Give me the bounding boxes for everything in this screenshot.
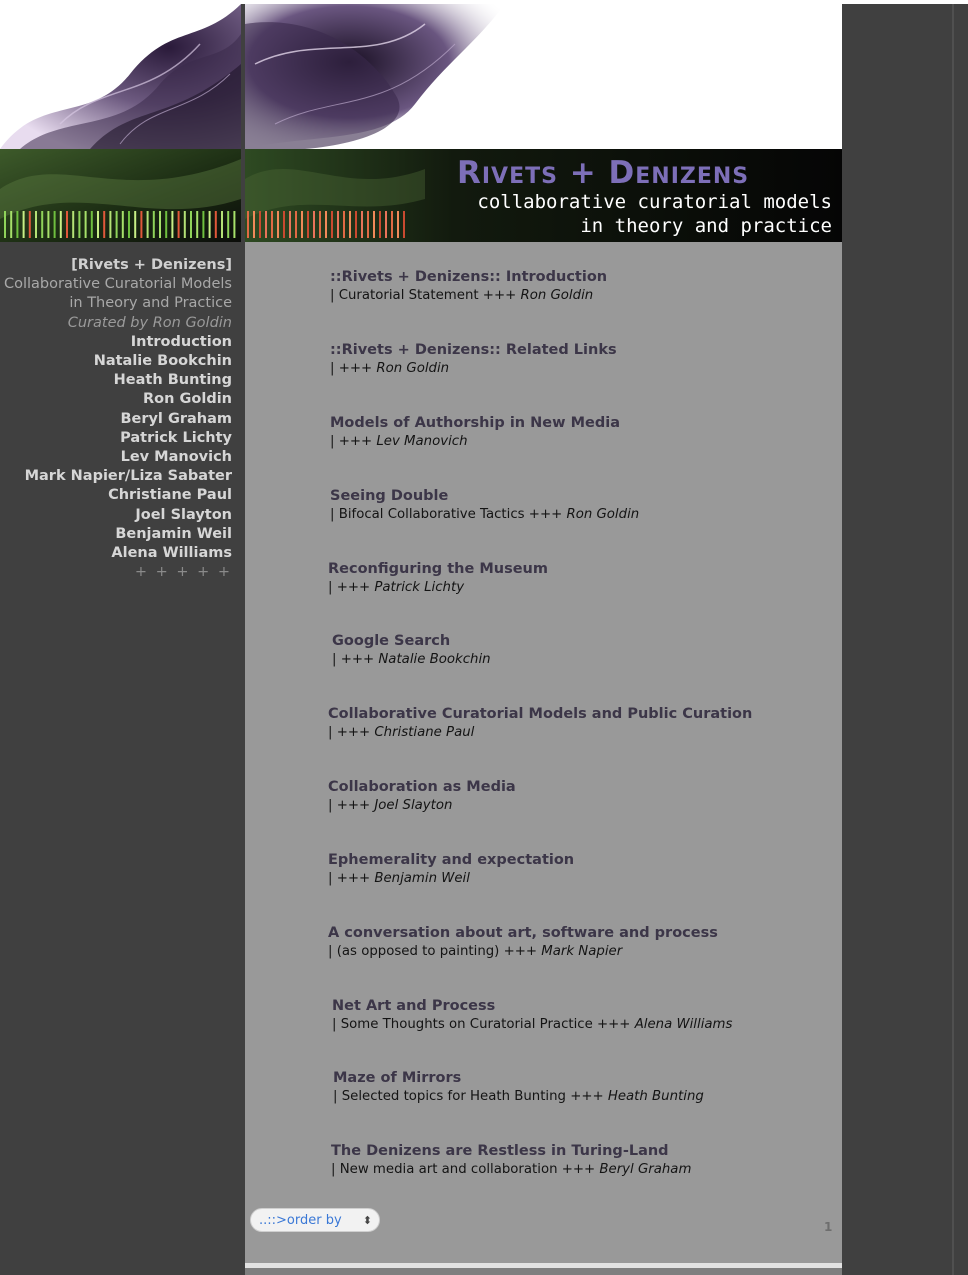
barcode-stripe [196,211,198,238]
list-item [330,414,620,451]
article-list [245,242,842,1263]
barcode-stripe [60,211,62,238]
barcode-stripe [78,211,80,238]
barcode-stripe [85,211,87,238]
article-subtitle: | (as opposed to painting) +++ Mark Napier [328,944,623,959]
sidebar-item-mark-napier-liza-sabater[interactable]: Mark Napier/Liza Sabater [24,468,232,485]
article-author: Benjamin Weil [374,871,470,886]
barcode-stripe [289,211,291,238]
list-item [328,705,752,742]
sidebar-plus-decoration: + + + + + [134,564,232,581]
barcode-stripe [403,211,405,238]
sidebar-curator: Curated by Ron Goldin [67,314,232,331]
header-banner [245,4,842,242]
barcode-stripe [54,211,56,238]
barcode-stripe [397,211,399,238]
barcode-stripe [97,211,99,238]
sidebar-item-christiane-paul[interactable]: Christiane Paul [108,487,232,504]
barcode-stripe [319,211,321,238]
barcode-stripe [116,211,118,238]
smoke-art-right [245,4,842,149]
barcode-stripe [10,211,12,238]
barcode-stripe [171,211,173,238]
barcode-stripe [109,211,111,238]
barcode-stripe [184,211,186,238]
article-subtitle: | +++ Lev Manovich [330,434,468,449]
article-subtitle: | Some Thoughts on Curatorial Practice +++ Alena Williams [332,1017,733,1032]
order-by-label: ..::>order by [259,1213,342,1228]
article-title[interactable]: Net Art and Process [332,998,496,1014]
barcode-stripe [271,211,273,238]
barcode-stripe [140,211,142,238]
article-author: Heath Bunting [607,1089,704,1104]
barcode-stripe [373,211,375,238]
article-author: Ron Goldin [566,507,640,522]
barcode-stripe [209,211,211,238]
barcode-stripe [391,211,393,238]
barcode-stripe [343,211,345,238]
barcode-stripe [247,211,249,238]
header-art-left [0,4,241,242]
sidebar-item-joel-slayton[interactable]: Joel Slayton [135,506,232,523]
barcode-stripe [253,211,255,238]
barcode-stripe [361,211,363,238]
order-by-select[interactable] [250,1208,380,1232]
article-subtitle: | +++ Christiane Paul [328,725,475,740]
barcode-stripe [47,211,49,238]
article-author: Ron Goldin [376,361,450,376]
barcode-stripe [227,211,229,238]
article-title[interactable]: Maze of Mirrors [333,1070,462,1086]
article-title[interactable]: ::Rivets + Denizens:: Related Links [330,342,617,358]
logo-area [245,149,842,242]
barcode-stripe [202,211,204,238]
barcode-stripe [283,211,285,238]
barcode-stripe [178,211,180,238]
article-title[interactable]: ::Rivets + Denizens:: Introduction [330,269,608,285]
barcode-stripe [331,211,333,238]
list-item [328,851,574,888]
sidebar-item-beryl-graham[interactable]: Beryl Graham [120,410,232,427]
barcode-stripe [165,211,167,238]
right-divider-line [952,4,954,1275]
barcode-stripe [265,211,267,238]
barcode-stripe [325,211,327,238]
sidebar-item-ron-goldin[interactable]: Ron Goldin [142,391,232,408]
list-item [328,924,718,961]
barcode-stripe [337,211,339,238]
barcode-stripe [367,211,369,238]
barcode-stripe [72,211,74,238]
barcode-stripe [355,211,357,238]
list-item [331,1142,691,1179]
article-subtitle: | +++ Natalie Bookchin [332,652,491,667]
barcode-stripe [349,211,351,238]
article-subtitle: | Curatorial Statement +++ Ron Goldin [330,288,594,303]
article-title[interactable]: Google Search [332,633,451,649]
article-title[interactable]: Ephemerality and expectation [328,852,575,868]
article-subtitle: | Bifocal Collaborative Tactics +++ Ron Goldin [330,507,640,522]
barcode-stripe [277,211,279,238]
green-art-left [0,149,241,242]
barcode-stripe [103,211,105,238]
sidebar-nav [0,256,232,582]
list-item [330,487,639,524]
site-logo-title: Rivets + Denizens [457,155,750,191]
article-title[interactable]: The Denizens are Restless in Turing-Land [331,1143,669,1159]
barcode-stripe [259,211,261,238]
article-subtitle: | +++ Ron Goldin [330,361,450,376]
barcode-stripe [16,211,18,238]
article-author: Alena Williams [634,1017,733,1032]
barcode-stripe [385,211,387,238]
barcode-stripe [295,211,297,238]
list-item [328,560,548,597]
sidebar-item-heath-bunting[interactable]: Heath Bunting [113,372,232,389]
list-item [328,778,516,815]
article-author: Christiane Paul [374,725,475,740]
sidebar-description-line1: Collaborative Curatorial Models [3,276,232,293]
sidebar-item-introduction[interactable]: Introduction [130,333,232,350]
barcode-stripe [233,211,235,238]
barcode-stripe [35,211,37,238]
article-title[interactable]: Collaboration as Media [328,779,516,795]
barcode-stripe [4,211,6,238]
article-author: Beryl Graham [599,1162,692,1177]
right-margin [842,4,968,1275]
barcode-stripe [66,211,68,238]
sidebar-description-line2: in Theory and Practice [69,295,232,312]
barcode-stripe [41,211,43,238]
article-author: Joel Slayton [374,798,453,813]
sidebar-item-benjamin-weil[interactable]: Benjamin Weil [115,525,232,542]
barcode-stripe [122,211,124,238]
barcode-stripe [134,211,136,238]
barcode-stripe [313,211,315,238]
barcode-stripe [190,211,192,238]
barcode-stripe [29,211,31,238]
list-item [332,997,732,1034]
list-item [332,632,491,669]
list-item [330,268,607,305]
article-subtitle: | New media art and collaboration +++ Beryl Graham [331,1162,692,1177]
barcode-stripe [153,211,155,238]
article-author: Lev Manovich [376,434,468,449]
page-number: 1 [824,1220,833,1234]
sidebar-item-alena-williams[interactable]: Alena Williams [111,545,232,562]
site-tagline-line2: in theory and practice [580,215,832,237]
sidebar-item-patrick-lichty[interactable]: Patrick Lichty [120,429,232,446]
barcode-stripe [91,211,93,238]
article-subtitle: | +++ Patrick Lichty [328,580,465,595]
barcode-stripe [301,211,303,238]
article-author: Ron Goldin [520,288,594,303]
article-title[interactable]: Reconfiguring the Museum [328,561,548,577]
list-item [333,1069,704,1106]
barcode-stripe [23,211,25,238]
barcode-stripe [147,211,149,238]
article-title[interactable]: Collaborative Curatorial Models and Public Curation [328,706,753,722]
barcode-stripe [128,211,130,238]
footer-shadow [245,1268,842,1275]
article-subtitle: | Selected topics for Heath Bunting +++ Heath Bunting [333,1089,704,1104]
barcode-stripe [379,211,381,238]
article-subtitle: | +++ Joel Slayton [328,798,453,813]
sidebar-item-lev-manovich[interactable]: Lev Manovich [120,449,232,466]
barcode-stripe [221,211,223,238]
article-title[interactable]: Seeing Double [330,488,449,504]
chevron-updown-icon: ⬍ [362,1214,372,1227]
barcode-stripe [215,211,217,238]
article-author: Natalie Bookchin [378,652,491,667]
article-author: Mark Napier [541,944,623,959]
barcode-stripe [159,211,161,238]
article-title[interactable]: Models of Authorship in New Media [330,415,620,431]
article-title[interactable]: A conversation about art, software and process [328,925,718,941]
article-author: Patrick Lichty [374,580,465,595]
sidebar-item-natalie-bookchin[interactable]: Natalie Bookchin [93,353,232,370]
sidebar-title[interactable]: [Rivets + Denizens] [71,257,232,273]
article-subtitle: | +++ Benjamin Weil [328,871,470,886]
list-item [330,341,617,378]
smoke-art-left [0,4,241,149]
barcode-stripe [307,211,309,238]
site-tagline-line1: collaborative curatorial models [477,191,832,213]
